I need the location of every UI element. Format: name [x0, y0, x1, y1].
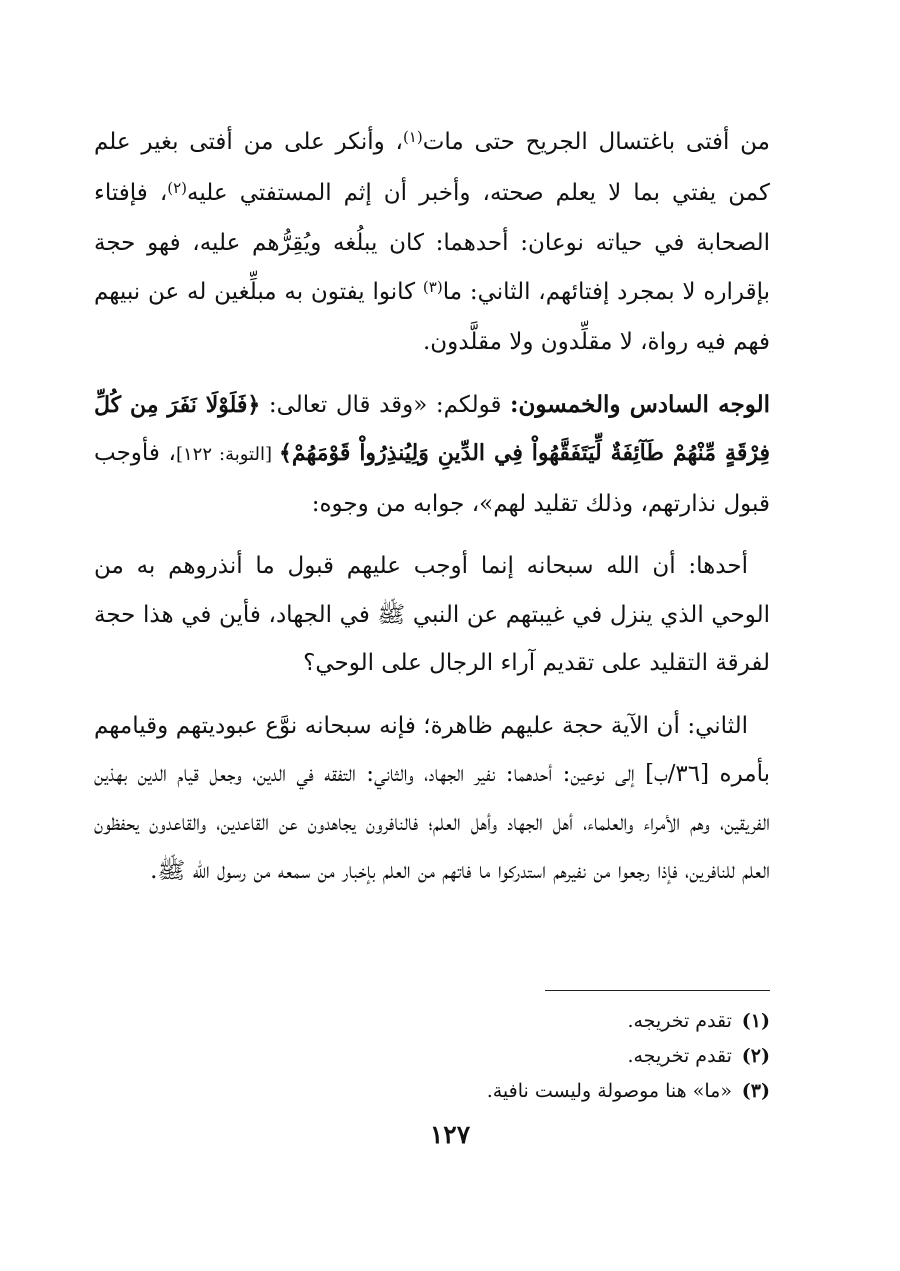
footnote-2	[110, 1039, 770, 1074]
footnote-text: تقدم تخريجه.	[627, 1010, 732, 1032]
surah-reference: [التوبة: ١٢٢]	[175, 444, 280, 465]
quran-verse: ﴿فَلَوْلَا نَفَرَ مِن كُلِّ فِرْقَةٍ مِّنْهُمْ طَآئِفَةٌ لِّيَتَفَقَّهُواْ فِي الدِّينِ وَلِيُنذِرُواْ قَوْمَهُمْ﴾	[94, 391, 770, 466]
paragraph-4: الثاني: أن الآية حجة عليهم ظاهرة؛ فإنه سبحانه نوَّع عبوديتهم وقيامهم بأمره [٣٦/ب] إلى نوعين: أحدهما: نفير الجهاد، والثاني: التفقه في الدين، وجعل قيام الدين بهذين الفريقين، وهم الأمراء والعلماء، أهل الجهاد وأهل العلم؛ فالنافرون يجاهدون عن القاعدين، والقاعدون يحفظون العلم للنافرين، فإذا رجعوا من نفيرهم استدركوا ما فاتهم من العلم بإخبار من سمعه من رسول الله ﷺ.	[94, 712, 770, 884]
footnote-text: «ما» هنا موصولة وليست نافية.	[486, 1080, 732, 1102]
footnote-number: (٣)	[741, 1080, 770, 1102]
paragraph-2	[94, 381, 770, 529]
page-number: ١٢٧	[429, 1120, 471, 1149]
paragraph-1	[94, 118, 770, 367]
footnote-divider	[545, 990, 770, 991]
main-text-body	[94, 118, 770, 896]
paragraph-2-part-2: ، فأوجب قبول نذارتهم، وذلك تقليد لهم»، جوابه من وجوه:	[94, 440, 770, 517]
paragraph-1-part-1: من أفتى باغتسال الجريح حتى مات	[422, 129, 770, 155]
footnote-ref-1: (١)	[402, 128, 423, 146]
footnotes-section	[110, 1004, 770, 1109]
paragraph-1-part-4: كانوا يفتون به مبلِّغين له عن نبيهم فهم فيه رواة، لا مقلِّدون ولا مقلَّدون.	[94, 278, 770, 355]
footnote-ref-3: (٣)	[422, 277, 443, 296]
paragraph-2-part-1: قولكم: «وقد قال تعالى:	[260, 391, 511, 418]
footnote-3	[110, 1074, 770, 1109]
paragraph-3: أحدها: أن الله سبحانه إنما أوجب عليهم قبول ما أنذروهم به من الوحي الذي ينزل في غيبتهم عن النبي ﷺ في الجهاد، فأين في هذا حجة لفرقة التقليد على تقديم آراء الرجال على الوحي؟	[94, 553, 770, 676]
paragraph-1-part-2: ، وأنكر على من أفتى بغير علم كمن يفتي بما لا يعلم صحته، وأخبر أن إثم المستفتي عليه	[94, 129, 771, 206]
paragraph-1-part-3: ، فإفتاء الصحابة في حياته نوعان: أحدهما: كان يبلُغه ويُقِرُّهم عليه، فهو حجة بإقراره لا بمجرد إفتائهم، الثاني: ما	[94, 179, 770, 305]
footnote-ref-2: (٢)	[167, 178, 188, 197]
footnote-number: (١)	[741, 1010, 770, 1032]
footnote-text: تقدم تخريجه.	[627, 1045, 732, 1067]
footnote-1	[110, 1004, 770, 1039]
footnote-number: (٢)	[741, 1045, 770, 1067]
section-heading: الوجه السادس والخمسون:	[510, 390, 770, 418]
